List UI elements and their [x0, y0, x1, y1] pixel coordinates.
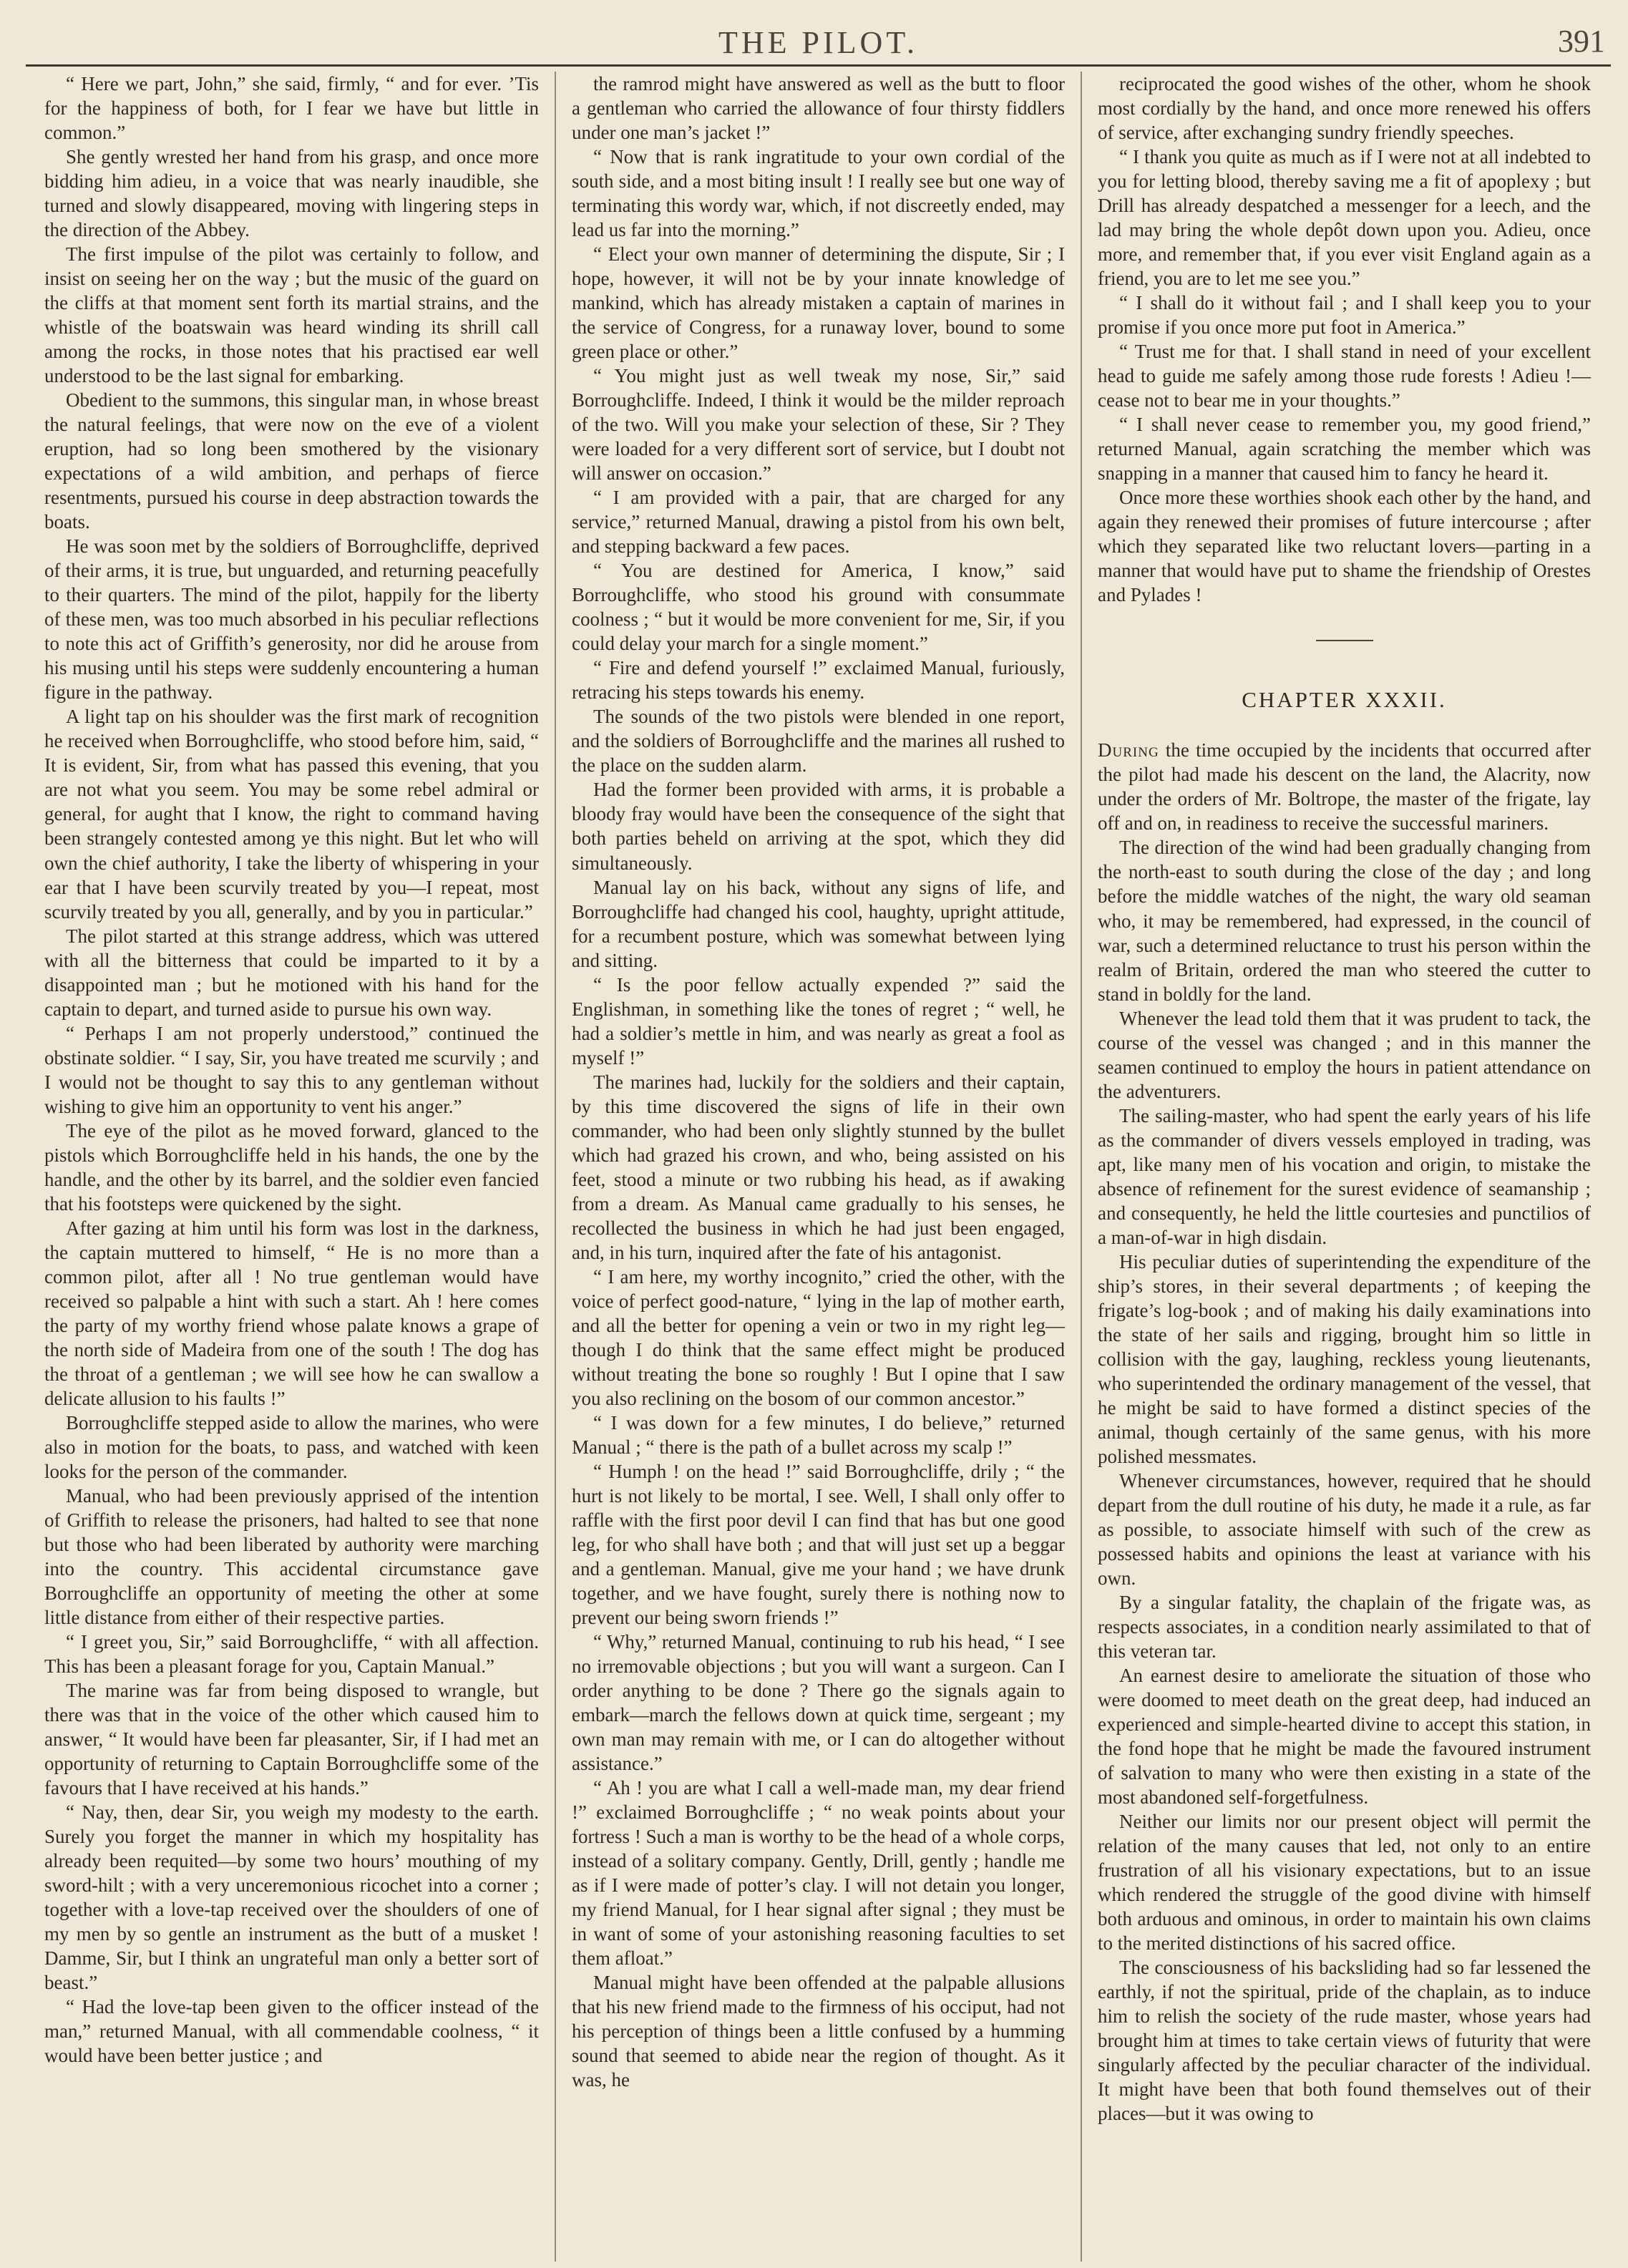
paragraph: reciprocated the good wishes of the other, whom he shook most cordially by the hand, and once more renewed his offers of service, after exchanging sundry friendly speeches.	[1098, 73, 1591, 144]
column-left	[29, 72, 555, 2262]
column-right	[1081, 72, 1607, 2262]
paragraph: “ I shall never cease to remember you, my good friend,” returned Manual, again scratching the member which was snapping in a manner that caused him to fancy he heard it.	[1098, 414, 1591, 485]
page-header	[26, 14, 1611, 67]
paragraph: His peculiar duties of superintending the expenditure of the ship’s stores, in their several departments ; of keeping the frigate’s log-book ; and of making his daily examinations into the state of her sails and rigging, brought him so little in collision with the gay, laughing, reckless young lieutenants, who superintended the ordinary management of the vessel, that he might be said to have formed a distinct species of the animal, though certainly of the same genus, with his more polished messmates.	[1098, 1250, 1591, 1467]
paragraph: “ Perhaps I am not properly understood,” continued the obstinate soldier. “ I say, Sir, you have treated me scurvily ; and I would not be thought to say this to any gentleman without wishing to give him an opportunity to vent his anger.”	[44, 1022, 539, 1117]
paragraph: Manual might have been offended at the palpable allusions that his new friend made to the firmness of his occiput, had not his perception of things been a little confused by a humming sound that seemed to abide near the region of thought. As it was, he	[572, 1972, 1065, 2091]
paragraph: “ Nay, then, dear Sir, you weigh my modesty to the earth. Surely you forget the manner in which my hospitality has already been requited—by some two hours’ mouthing of my sword-hilt ; with a very unceremonious ricochet into a corner ; together with a love-tap received over the shoulders of one of my men by so gentle an instrument as the butt of a musket ! Damme, Sir, but I think an ungrateful man only a better sort of beast.”	[44, 1801, 539, 1994]
paragraph: He was soon met by the soldiers of Borroughcliffe, deprived of their arms, it is true, but unguarded, and returning peacefully to their quarters. The mind of the pilot, happily for the liberty of these men, was too much absorbed in his peculiar reflections to note this act of Griffith’s generosity, nor did he arouse from his musing until his steps were suddenly encountering a human figure in the pathway.	[44, 535, 539, 704]
paragraph: “ I greet you, Sir,” said Borroughcliffe, “ with all affection. This has been a pleasant forage for you, Captain Manual.”	[44, 1631, 539, 1678]
paragraph: The first impulse of the pilot was certainly to follow, and insist on seeing her on the way ; but the music of the guard on the cliffs at that moment sent forth its martial strains, and the whistle of the boatswain was heard winding its shrill call among the rocks, in those notes that his practised ear well understood to be the last signal for embarking.	[44, 243, 539, 387]
column-right-top-text	[1098, 72, 1591, 607]
column-middle	[555, 72, 1081, 2262]
paragraph: After gazing at him until his form was lost in the darkness, the captain muttered to himself, “ He is no more than a common pilot, after all ! No true gentleman would have received so palpable a hint with such a start. Ah ! here comes the party of my worthy friend whose palate knows a grape of the north side of Madeira from one of the south ! The dog has the throat of a gentleman ; we will see how he can swallow a delicate allusion to his faults !”	[44, 1217, 539, 1409]
paragraph: Obedient to the summons, this singular man, in whose breast the natural feelings, that were now on the eve of a violent eruption, had so long been smothered by the visionary expectations of a wild ambition, and perhaps of fierce resentments, pursued his course in deep abstraction towards the boats.	[44, 389, 539, 533]
chapter-heading: CHAPTER XXXII.	[1242, 687, 1447, 713]
paragraph: “ I am provided with a pair, that are charged for any service,” returned Manual, drawing a pistol from his own belt, and stepping backward a few paces.	[572, 487, 1065, 558]
paragraph: The pilot started at this strange address, which was uttered with all the bitterness that could be imparted to it by a disappointed man ; but he motioned with his hand for the captain to depart, and turned aside to pursue his own way.	[44, 925, 539, 1020]
paragraph: The eye of the pilot as he moved forward, glanced to the pistols which Borroughcliffe held in his hands, the one by the handle, and the other by its barrel, and the soldier even fancied that his footsteps were quickened by the sight.	[44, 1119, 539, 1215]
chapter-divider	[1316, 640, 1373, 641]
paragraph: By a singular fatality, the chaplain of the frigate was, as respects associates, in a condition nearly assimilated to that of this veteran tar.	[1098, 1591, 1591, 1662]
paragraph: “ Humph ! on the head !” said Borroughcliffe, drily ; “ the hurt is not likely to be mortal, I see. Well, I shall only offer to raffle with the first poor devil I can find that has but one good leg, for who shall have both ; and that will just set up a beggar and a gentleman. Manual, give me your hand ; we have drunk together, and we have fought, surely there is nothing now to prevent our being sworn friends !”	[572, 1460, 1065, 1628]
text-columns	[29, 72, 1607, 2262]
paragraph: “ Why,” returned Manual, continuing to rub his head, “ I see no irremovable objections ; but you will want a surgeon. Can I order anything to be done ? There go the signals again to embark—march the fellows down at quick time, sergeant ; my own man may remain with me, or I can do altogether without assistance.”	[572, 1631, 1065, 1775]
paragraph: The direction of the wind had been gradually changing from the north-east to south during the close of the day ; and long before the middle watches of the night, the wary old seaman who, it may be remembered, had expressed, in the council of war, such a determined reluctance to trust his person within the realm of Britain, ordered the man who steered the cutter to stand in boldly for the land.	[1098, 837, 1591, 1005]
paragraph: “ Ah ! you are what I call a well-made man, my dear friend !” exclaimed Borroughcliffe ; “ no weak points about your fortress ! Such a man is worthy to be the head of a whole corps, instead of a solitary company. Gently, Drill, gently ; handle me as if I were made of potter’s clay. I will not detain you longer, my friend Manual, for I hear signal after signal ; they must be in want of some of your astonishing reasoning faculties to set them afloat.”	[572, 1777, 1065, 1970]
paragraph: “ Had the love-tap been given to the officer instead of the man,” returned Manual, with all commendable coolness, “ it would have been better justice ; and	[44, 1996, 539, 2067]
paragraph: “ You are destined for America, I know,” said Borroughcliffe, who stood his ground with consummate coolness ; “ but it would be more convenient for me, Sir, if you could delay your march for a single moment.”	[572, 560, 1065, 655]
chapter-lead-word: During	[1098, 739, 1159, 761]
column-right-chapter-text	[1098, 738, 1591, 2126]
paragraph: Manual, who had been previously apprised of the intention of Griffith to release the prisoners, had halted to see that none but those who had been liberated by authority were marching into the country. This accidental circumstance gave Borroughcliffe an opportunity of meeting the other at some little distance from either of their respective parties.	[44, 1484, 539, 1628]
paragraph: Borroughcliffe stepped aside to allow the marines, who were also in motion for the boats, to pass, and watched with keen looks for the person of the commander.	[44, 1411, 539, 1482]
paragraph: “ I am here, my worthy incognito,” cried the other, with the voice of perfect good-nature, “ lying in the lap of mother earth, and all the better for opening a vein or two in my right leg—though I do think that the same effect might be produced without treating the bone so roughly ! But I opine that I saw you also reclining on the bosom of our common ancestor.”	[572, 1265, 1065, 1409]
paragraph: “ Now that is rank ingratitude to your own cordial of the south side, and a most biting insult ! I really see but one way of terminating this wordy war, which, if not discreetly ended, may lead us far into the morning.”	[572, 146, 1065, 241]
paragraph-text: the time occupied by the incidents that occurred after the pilot had made his descent on the land, the Alacrity, now under the orders of Mr. Boltrope, the master of the frigate, lay off and on, in readiness to receive the successful mariners.	[1098, 739, 1591, 834]
paragraph: Neither our limits nor our present object will permit the relation of the many causes that led, not only to an entire frustration of all his visionary expectations, but to an issue which rendered the struggle of the good divine with himself both arduous and ominous, in order to maintain his own claims to the merited distinctions of his sacred office.	[1098, 1811, 1591, 1955]
paragraph: The consciousness of his backsliding had so far lessened the earthly, if not the spiritual, pride of the chaplain, as to induce him to relish the society of the rude master, whose years had brought him at times to take certain views of futurity that were singularly affected by the peculiar character of the individual. It might have been that both found themselves out of their places—but it was owing to	[1098, 1957, 1591, 2125]
paragraph: the ramrod might have answered as well as the butt to floor a gentleman who carried the allowance of four thirsty fiddlers under one man’s jacket !”	[572, 73, 1065, 144]
paragraph: “ Fire and defend yourself !” exclaimed Manual, furiously, retracing his steps towards his enemy.	[572, 657, 1065, 704]
paragraph: “ Trust me for that. I shall stand in need of your excellent head to guide me safely among those rude forests ! Adieu !—cease not to bear me in your thoughts.”	[1098, 341, 1591, 412]
paragraph: Manual lay on his back, without any signs of life, and Borroughcliffe had changed his cool, haughty, upright attitude, for a recumbent posture, which was somewhat between lying and sitting.	[572, 876, 1065, 971]
paragraph: “ Elect your own manner of determining the dispute, Sir ; I hope, however, it will not be by your innate knowledge of mankind, which has already mistaken a captain of marines in the service of Congress, for a runaway lover, bound to some green place or other.”	[572, 243, 1065, 363]
paragraph: Whenever the lead told them that it was prudent to tack, the course of the vessel was changed ; and in this manner the seamen continued to employ the hours in patient attendance on the adventurers.	[1098, 1007, 1591, 1102]
paragraph: “ You might just as well tweak my nose, Sir,” said Borroughcliffe. Indeed, I think it would be the milder reproach of the two. Will you make your selection of these, Sir ? They were loaded for a very different sort of service, but I doubt not will answer on occasion.”	[572, 365, 1065, 485]
paragraph: A light tap on his shoulder was the first mark of recognition he received when Borroughcliffe, who stood before him, said, “ It is evident, Sir, from what has passed this evening, that you are not what you seem. You may be some rebel admiral or general, for aught that I know, the right to command having been strangely contested among ye this night. But let who will own the chief authority, I take the liberty of whispering in your ear that I have been scurvily treated by you—I repeat, most scurvily treated by you all, generally, and by you in particular.”	[44, 706, 539, 923]
paragraph: Had the former been provided with arms, it is probable a bloody fray would have been the consequence of the sight that both parties beheld on arriving at the spot, which they did simultaneously.	[572, 779, 1065, 874]
paragraph: The marine was far from being disposed to wrangle, but there was that in the voice of the other which caused him to answer, “ It would have been far pleasanter, Sir, if I had met an opportunity of returning to Captain Borroughcliffe some of the favours that I have received at his hands.”	[44, 1680, 539, 1799]
paragraph: “ I thank you quite as much as if I were not at all indebted to you for letting blood, thereby saving me a fit of apoplexy ; but Drill has already despatched a messenger for a leech, and the lad may bring the whole depôt down upon you. Adieu, once more, and remember that, if you ever visit England again as a friend, you are to let me see you.”	[1098, 146, 1591, 290]
paragraph: She gently wrested her hand from his grasp, and once more bidding him adieu, in a voice that was nearly inaudible, she turned and slowly disappeared, moving with lingering steps in the direction of the Abbey.	[44, 146, 539, 241]
paragraph: Whenever circumstances, however, required that he should depart from the dull routine of his duty, he made it a rule, as far as possible, to associate himself with such of the crew as possessed habits and opinions the least at variance with his own.	[1098, 1469, 1591, 1589]
paragraph: The marines had, luckily for the soldiers and their captain, by this time discovered the signs of life in their own commander, who had been only slightly stunned by the bullet which had grazed his crown, and who, being assisted on his feet, stood a minute or two rubbing his head, as if awaking from a dream. As Manual came gradually to his senses, he recollected the business in which he had just been engaged, and, in his turn, inquired after the fate of his antagonist.	[572, 1071, 1065, 1263]
paragraph: The sailing-master, who had spent the early years of his life as the commander of divers vessels employed in trading, was apt, like many men of his vocation and origin, to mistake the absence of refinement for the surest evidence of seamanship ; and consequently, he held the little courtesies and punctilios of a man-of-war in high disdain.	[1098, 1104, 1591, 1248]
paragraph: “ Is the poor fellow actually expended ?” said the Englishman, in something like the tones of regret ; “ well, he had a soldier’s mettle in him, and was nearly as great a fool as myself !”	[572, 973, 1065, 1069]
paragraph: An earnest desire to ameliorate the situation of those who were doomed to meet death on the great deep, had induced an experienced and simple-hearted divine to accept this station, in the fond hope that he might be made the favoured instrument of salvation to many who were then existing in a state of the most abandoned self-forgetfulness.	[1098, 1664, 1591, 1809]
paragraph	[1098, 738, 1591, 835]
paragraph: “ I shall do it without fail ; and I shall keep you to your promise if you once more put foot in America.”	[1098, 292, 1591, 339]
page-number: 391	[1558, 24, 1605, 59]
running-title: THE PILOT.	[718, 25, 918, 60]
paragraph: “ I was down for a few minutes, I do believe,” returned Manual ; “ there is the path of a bullet across my scalp !”	[572, 1411, 1065, 1458]
paragraph: The sounds of the two pistols were blended in one report, and the soldiers of Borroughcliffe and the marines all rushed to the place on the sudden alarm.	[572, 706, 1065, 777]
paragraph: “ Here we part, John,” she said, firmly, “ and for ever. ’Tis for the happiness of both, for I fear we have but little in common.”	[44, 73, 539, 144]
paragraph: Once more these worthies shook each other by the hand, and again they renewed their promises of future intercourse ; after which they separated like two reluctant lovers—parting in a manner that would have put to shame the friendship of Orestes and Pylades !	[1098, 487, 1591, 606]
